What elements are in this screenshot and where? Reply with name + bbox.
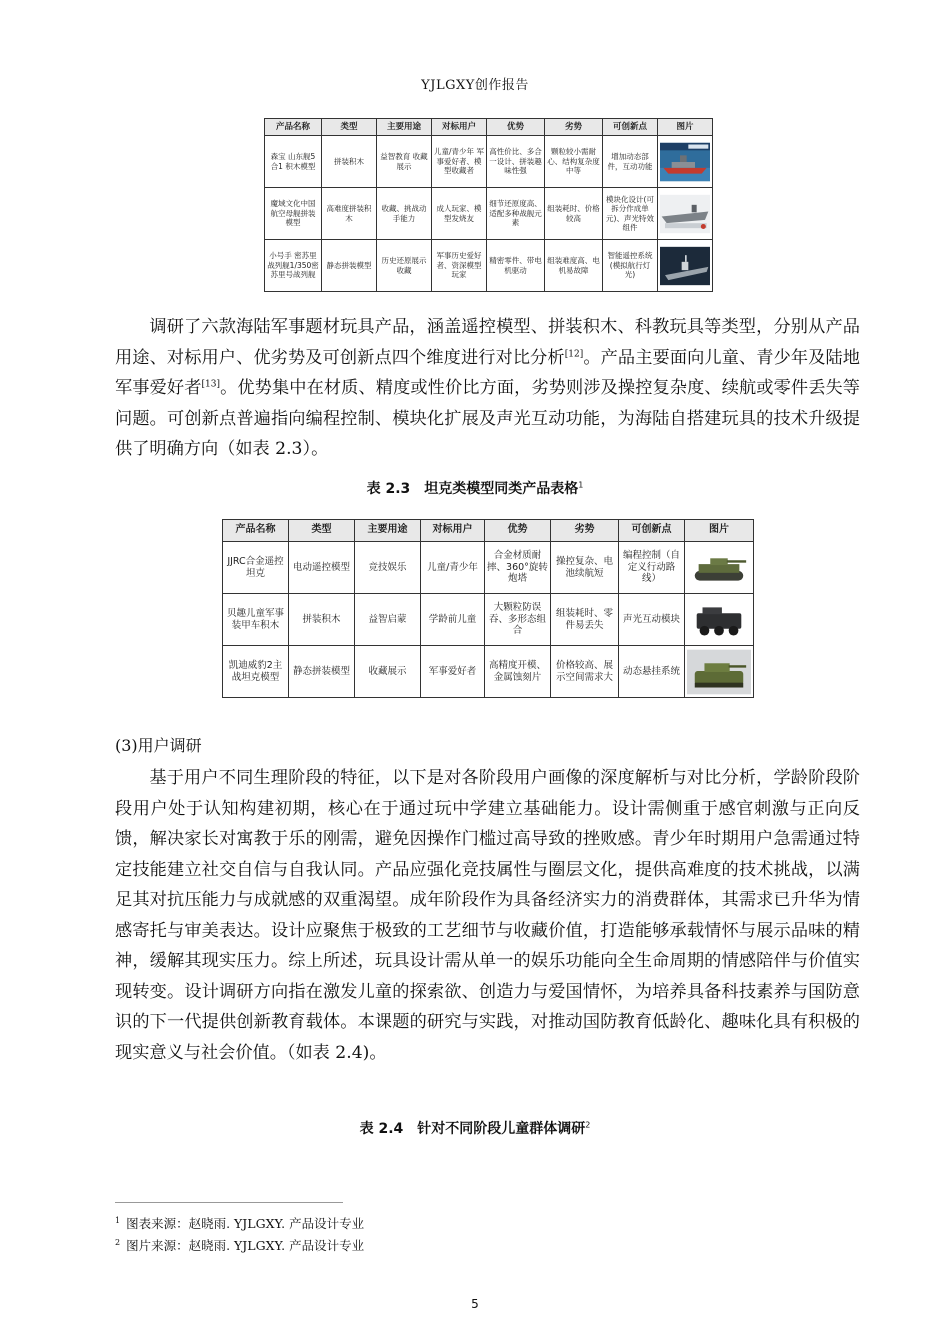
column-header: 可创新点 <box>603 119 658 136</box>
table-cell: 操控复杂、电池续航短 <box>551 542 619 594</box>
table-row <box>265 240 713 292</box>
column-header: 图片 <box>658 119 713 136</box>
table-cell: 智能遥控系统(模拟航行灯光) <box>603 240 658 292</box>
footnote-number: 1 <box>115 1215 121 1225</box>
battleship-image <box>660 243 710 289</box>
column-header: 产品名称 <box>265 119 322 136</box>
product-image-cell <box>685 646 754 698</box>
armored-vehicle-image <box>687 597 751 643</box>
table-header-row <box>223 520 754 542</box>
table-caption-2-4 <box>0 1118 950 1138</box>
table-cell: 益智启蒙 <box>355 594 421 646</box>
caption-text: 表 2.3 坦克类模型同类产品表格 <box>366 481 579 497</box>
aircraft-carrier-image <box>660 191 710 237</box>
table-cell: 高性价比、多合一设计、拼装趣味性强 <box>487 136 545 188</box>
product-image-cell <box>658 188 713 240</box>
table-row <box>223 594 754 646</box>
paragraph-user-research: 基于用户不同生理阶段的特征，以下是对各阶段用户画像的深度解析与对比分析，学龄阶段阶段用户处于认知构建初期，核心在于通过玩中学建立基础能力。设计需侧重于感官刺激与正向反馈，解决家长对寓教于乐的刚需，避免因操作门槛过高导致的挫败感。青少年时期用户急需通过特定技能建立社交自信与自我认同。产品应强化竞技属性与圈层文化，提供高难度的技术挑战，以满足其对抗压能力与成就感的双重渴望。成年阶段作为具备经济实力的消费群体，其需求已升华为情感寄托与审美表达。设计应聚焦于极致的工艺细节与收藏价值，打造能够承载情怀与展示品味的精神，缓解其现实压力。综上所述，玩具设计需从单一的娱乐功能向全生命周期的情感陪伴与价值实现转变。设计调研方向指在激发儿童的探索欲、创造力与爱国情怀，为培养具备科技素养与国防意识的下一代提供创新教育载体。本课题的研究与实践，对推动国防教育低龄化、趣味化具有积极的现实意义与社会价值。（如表 2.4)。 <box>115 768 860 1063</box>
table-cell: 军事历史爱好者、资深模型玩家 <box>432 240 487 292</box>
text-segment: 。产品主要面向儿童、青少年及陆地军事爱好者 <box>115 347 860 398</box>
column-header: 类型 <box>322 119 377 136</box>
table-cell: 小号手 密苏里战列舰1/350密苏里号战列舰 <box>265 240 322 292</box>
table-cell: 高难度拼装积木 <box>322 188 377 240</box>
leopard-tank-image <box>687 649 751 695</box>
table-cell: 凯迪威豹2主战坦克模型 <box>223 646 289 698</box>
table-cell: 组装耗时、零件易丢失 <box>551 594 619 646</box>
column-header: 图片 <box>685 520 754 542</box>
citation: [12] <box>564 348 584 359</box>
citation: [13] <box>201 379 220 390</box>
table-cell: 儿童/青少年 <box>421 542 485 594</box>
table-caption-2-3 <box>0 478 950 498</box>
table-row <box>223 646 754 698</box>
table-cell: 森宝 山东舰5合1 积木模型 <box>265 136 322 188</box>
table-cell: 魔域文化中国航空母舰拼装模型 <box>265 188 322 240</box>
table-cell: 模块化设计(可拆分作成单元)、声光特效组件 <box>603 188 658 240</box>
table-cell: 收藏、挑战动手能力 <box>377 188 432 240</box>
product-image-cell <box>685 594 754 646</box>
table-cell: 静态拼装模型 <box>289 646 355 698</box>
table-cell: 拼装积木 <box>322 136 377 188</box>
table-cell: JJRC合金遥控坦克 <box>223 542 289 594</box>
table-cell: 收藏展示 <box>355 646 421 698</box>
table-cell: 学龄前儿童 <box>421 594 485 646</box>
table-cell: 颗粒较小需耐心、结构复杂度中等 <box>545 136 603 188</box>
column-header: 对标用户 <box>421 520 485 542</box>
section-heading-user-research: (3)用户调研 <box>115 736 202 755</box>
table-cell: 益智教育 收藏展示 <box>377 136 432 188</box>
table-cell: 成人玩家、模型发烧友 <box>432 188 487 240</box>
column-header: 劣势 <box>551 520 619 542</box>
footnote-marker: 2 <box>585 1120 591 1130</box>
table-cell: 大颗粒防误吞、多形态组合 <box>485 594 551 646</box>
product-image-cell <box>658 240 713 292</box>
tank-model-comparison-table <box>222 519 754 698</box>
footnote <box>115 1236 364 1254</box>
table-cell: 组装耗时、价格较高 <box>545 188 603 240</box>
table-cell: 高精度开模、金属蚀刻片 <box>485 646 551 698</box>
column-header: 可创新点 <box>619 520 685 542</box>
product-image-cell <box>685 542 754 594</box>
table-cell: 电动遥控模型 <box>289 542 355 594</box>
footnote-text: 图片来源：赵晓雨. YJLGXY. 产品设计专业 <box>126 1238 365 1253</box>
table-row <box>265 188 713 240</box>
table-cell: 军事爱好者 <box>421 646 485 698</box>
text-segment: 。优势集中在材质、精度或性价比方面，劣势则涉及操控复杂度、续航或零件丢失等问题。可创新点普遍指向编程控制、模块化扩展及声光互动功能，为海陆自搭建玩具的技术升级提供了明确方向（如表 2.3）。 <box>115 378 860 459</box>
footnote-divider <box>115 1202 343 1203</box>
table-cell: 竞技娱乐 <box>355 542 421 594</box>
table-row <box>265 136 713 188</box>
table-cell: 精密零件、带电机驱动 <box>487 240 545 292</box>
table-cell: 细节还原度高、适配多种战舰元素 <box>487 188 545 240</box>
ship-model-comparison-table <box>264 118 713 292</box>
column-header: 优势 <box>485 520 551 542</box>
table-cell: 动态悬挂系统 <box>619 646 685 698</box>
column-header: 劣势 <box>545 119 603 136</box>
page-number: 5 <box>471 1297 479 1311</box>
caption-text: 表 2.4 针对不同阶段儿童群体调研 <box>359 1121 586 1137</box>
column-header: 产品名称 <box>223 520 289 542</box>
table-cell: 静态拼装模型 <box>322 240 377 292</box>
table-row <box>223 542 754 594</box>
column-header: 主要用途 <box>377 119 432 136</box>
table-cell: 增加动态部件，互动功能 <box>603 136 658 188</box>
page-header: YJLGXY创作报告 <box>421 78 529 93</box>
rc-tank-image <box>687 545 751 591</box>
text-segment: 调研了六款海陆军事题材玩具产品，涵盖遥控模型、拼装积木、科教玩具等类型，分别从产品用途、对标用户、优劣势及可创新点四个维度进行对比分析 <box>115 317 860 368</box>
product-image-cell <box>658 136 713 188</box>
table-cell: 历史还原展示收藏 <box>377 240 432 292</box>
column-header: 类型 <box>289 520 355 542</box>
footnote-text: 图表来源：赵晓雨. YJLGXY. 产品设计专业 <box>126 1216 365 1231</box>
table-cell: 贝趣儿童军事装甲车积木 <box>223 594 289 646</box>
paragraph-product-analysis <box>115 312 860 465</box>
column-header: 主要用途 <box>355 520 421 542</box>
table-cell: 价格较高、展示空间需求大 <box>551 646 619 698</box>
footnote-number: 2 <box>115 1237 121 1247</box>
table-header-row <box>265 119 713 136</box>
table-cell: 儿童/青少年 军事爱好者、模型收藏者 <box>432 136 487 188</box>
table-cell: 组装难度高、电机易故障 <box>545 240 603 292</box>
column-header: 对标用户 <box>432 119 487 136</box>
table-cell: 声光互动模块 <box>619 594 685 646</box>
footnote-marker: 1 <box>578 480 584 490</box>
table-cell: 合金材质耐摔、360°旋转炮塔 <box>485 542 551 594</box>
footnote <box>115 1214 364 1232</box>
column-header: 优势 <box>487 119 545 136</box>
ship-box-image <box>660 139 710 185</box>
table-cell: 拼装积木 <box>289 594 355 646</box>
table-cell: 编程控制（自定义行动路线） <box>619 542 685 594</box>
